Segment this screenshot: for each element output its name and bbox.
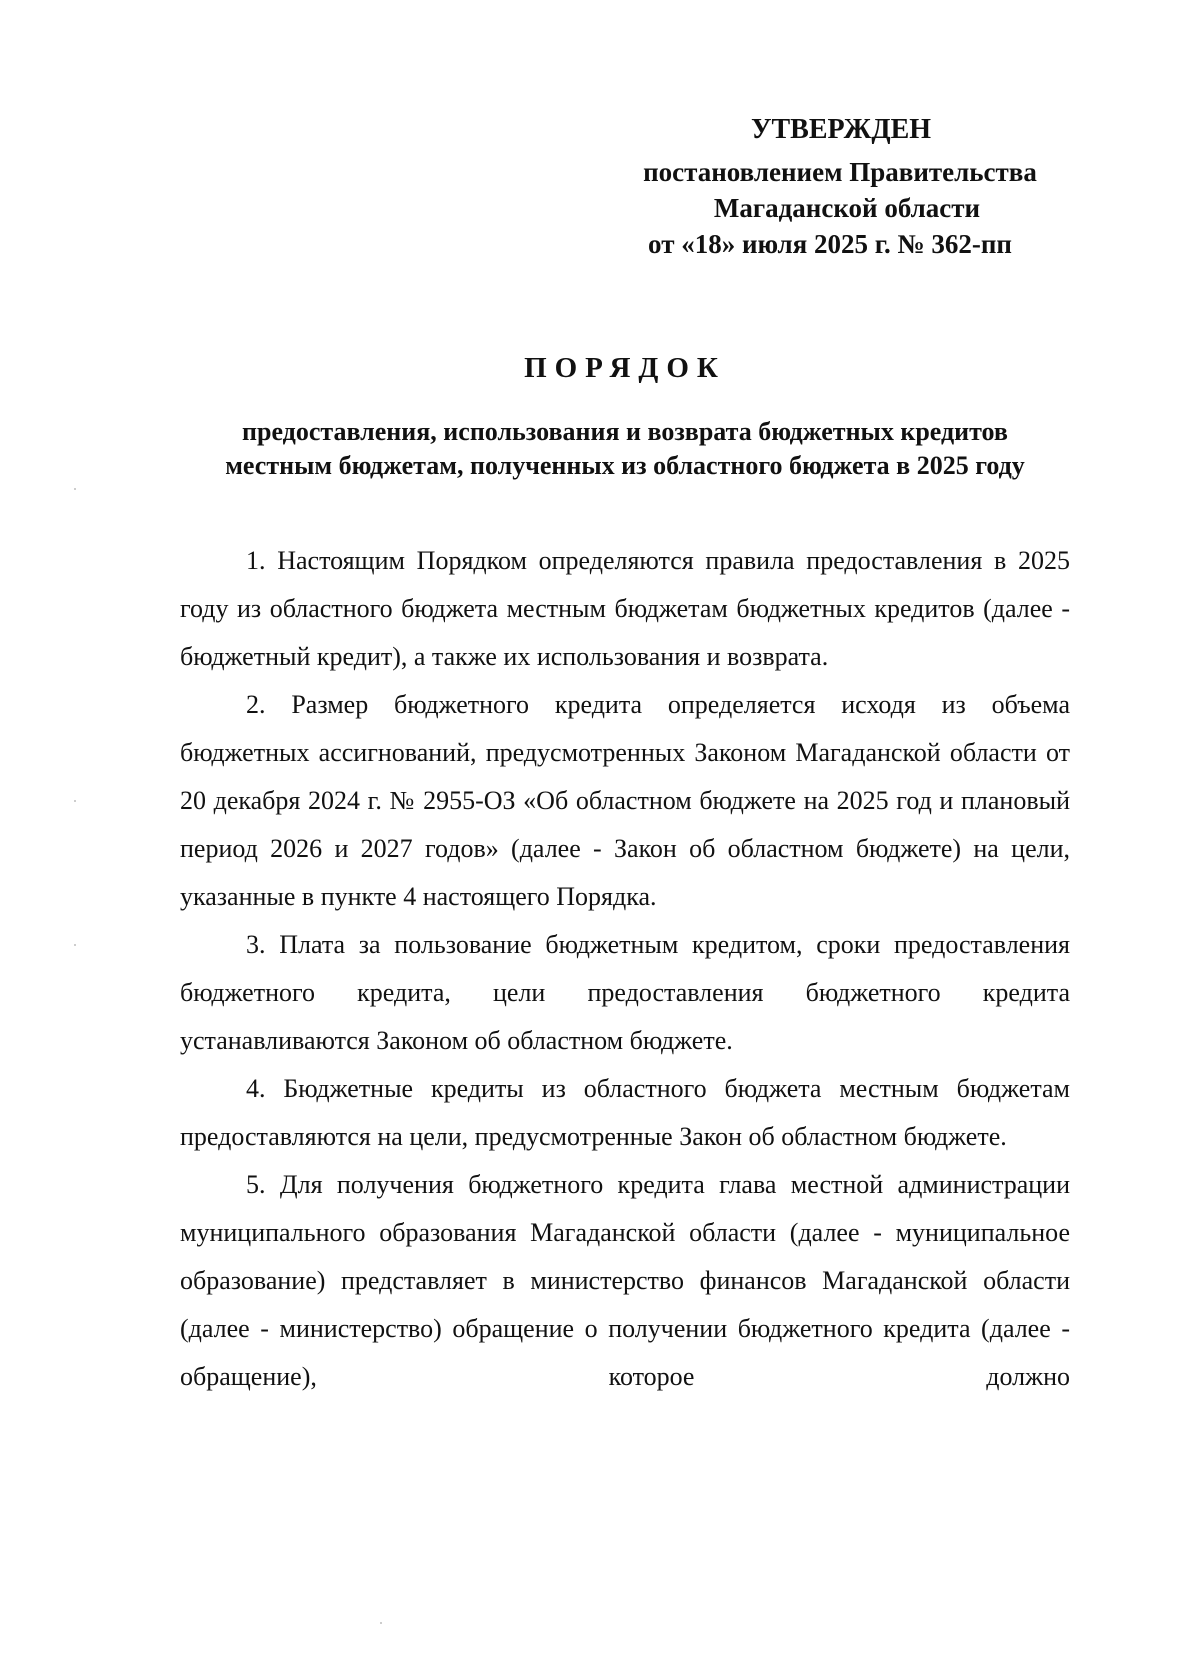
scan-speck — [74, 488, 76, 490]
paragraph-2: 2. Размер бюджетного кредита определяется исходя из объема бюджетных ассигнований, предусмотренных Законом Магаданской области от 20 декабря 2024 г. № 2955-ОЗ «Об областном бюджете на 2025 год и плановый период 2026 и 2027 годов» (далее - Закон об областном бюджете) на цели, указанные в пункте 4 настоящего Порядка. — [180, 690, 1070, 911]
document-subtitle — [180, 415, 1070, 483]
subtitle-line-2: местным бюджетам, полученных из областного бюджета в 2025 году — [225, 451, 1025, 480]
approval-stamp-block — [600, 112, 1070, 262]
paragraph-1: 1. Настоящим Порядком определяются правила предоставления в 2025 году из областного бюджета местным бюджетам бюджетных кредитов (далее - бюджетный кредит), а также их использования и возврата. — [180, 546, 1070, 671]
approved-region: Магаданской области — [713, 193, 981, 223]
scan-speck — [74, 800, 76, 802]
scan-speck — [380, 1622, 382, 1624]
document-body — [180, 537, 1070, 1401]
scan-speck — [74, 944, 76, 946]
document-title: ПОРЯДОК — [524, 352, 726, 384]
paragraph-5: 5. Для получения бюджетного кредита глава местной администрации муниципального образования Магаданской области (далее - муниципальное образование) представляет в министерство финансов Магаданской области (далее - министерство) обращение о получении бюджетного кредита (далее - обращение), которое должно — [180, 1170, 1070, 1391]
approved-by-resolution: постановлением Правительства — [643, 157, 1037, 187]
approved-date-number: от «18» июля 2025 г. № 362-пп — [648, 229, 1012, 259]
paragraph-3: 3. Плата за пользование бюджетным кредитом, сроки предоставления бюджетного кредита, цели предоставления бюджетного кредита устанавливаются Законом об областном бюджете. — [180, 930, 1070, 1055]
paragraph-4: 4. Бюджетные кредиты из областного бюджета местным бюджетам предоставляются на цели, предусмотренные Закон об областном бюджете. — [180, 1074, 1070, 1151]
approved-heading: УТВЕРЖДЕН — [750, 114, 932, 145]
subtitle-line-1: предоставления, использования и возврата бюджетных кредитов — [242, 417, 1008, 446]
